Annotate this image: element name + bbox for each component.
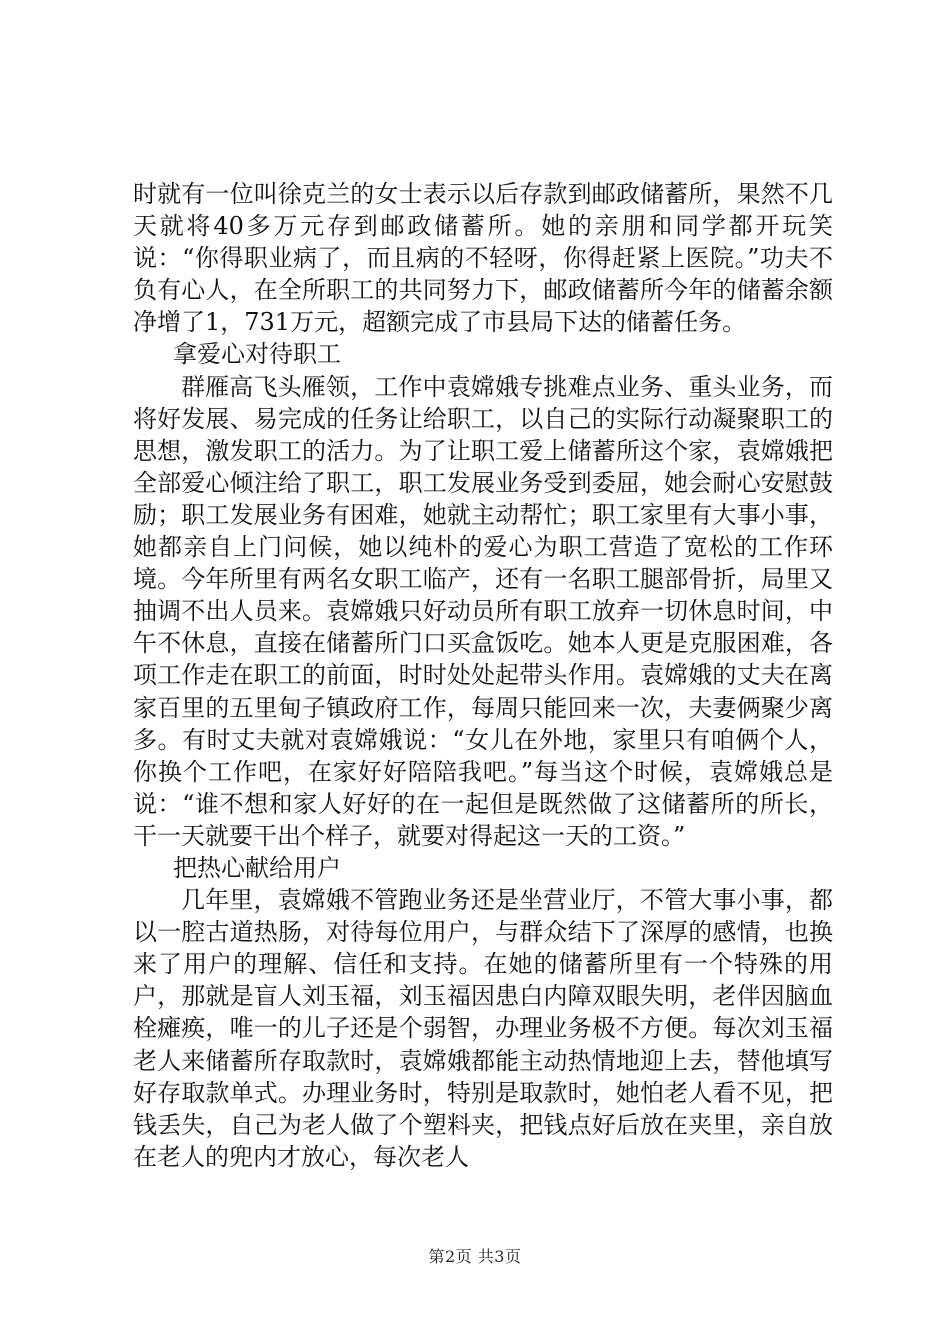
section-heading-care-for-staff: 拿爱心对待职工 — [173, 340, 341, 369]
page-footer — [0, 1244, 950, 1267]
page-number-label: 第2页 共3页 — [428, 1247, 522, 1266]
paragraph-warmth-for-customers: 几年里，袁嫦娥不管跑业务还是坐营业厅，不管大事小事，都以一腔古道热肠，对待每位用户，与群众结下了深厚的感情，也换来了用户的理解、信任和支持。在她的储蓄所里有一个特殊的用户，那就是盲人刘玉福，刘玉福因患白内障双眼失明，老伴因脑血栓瘫痪，唯一的儿子还是个弱智，办理业务极不方便。每次刘玉福老人来储蓄所存取款时，袁嫦娥都能主动热情地迎上去，替他填写好存取款单式。办理业务时，特别是取款时，她怕老人看不见，把钱丢失，自己为老人做了个塑料夹，把钱点好后放在夹里，亲自放在老人的兜内才放心，每次老人 — [133, 886, 833, 1171]
section-heading-warmth-for-customers: 把热心献给用户 — [173, 853, 341, 882]
paragraph-care-for-staff: 群雁高飞头雁领，工作中袁嫦娥专挑难点业务、重头业务，而将好发展、易完成的任务让给职工，以自己的实际行动凝聚职工的思想，激发职工的活力。为了让职工爱上储蓄所这个家，袁嫦娥把全部爱心倾注给了职工，职工发展业务受到委屈，她会耐心安慰鼓励；职工发展业务有困难，她就主动帮忙；职工家里有大事小事，她都亲自上门问候，她以纯朴的爱心为职工营造了宽松的工作环境。今年所里有两名女职工临产，还有一名职工腿部骨折，局里又抽调不出人员来。袁嫦娥只好动员所有职工放弃一切休息时间，中午不休息，直接在储蓄所门口买盒饭吃。她本人更是克服困难，各项工作走在职工的前面，时时处处起带头作用。袁嫦娥的丈夫在离家百里的五里甸子镇政府工作，每周只能回来一次，夫妻俩聚少离多。有时丈夫就对袁嫦娥说：“女儿在外地，家里只有咱俩个人，你换个工作吧，在家好好陪陪我吧。”每当这个时候，袁嫦娥总是说：“谁不想和家人好好的在一起但是既然做了这储蓄所的所长，干一天就要干出个样子，就要对得起这一天的工资。” — [133, 372, 833, 850]
paragraph-continuation: 时就有一位叫徐克兰的女士表示以后存款到邮政储蓄所，果然不几天就将40多万元存到邮政储蓄所。她的亲朋和同学都开玩笑说：“你得职业病了，而且病的不轻呀，你得赶紧上医院。”功夫不负有心人，在全所职工的共同努力下，邮政储蓄所今年的储蓄余额净增了1，731万元，超额完成了市县局下达的储蓄任务。 — [133, 180, 833, 337]
document-body — [133, 178, 833, 1173]
